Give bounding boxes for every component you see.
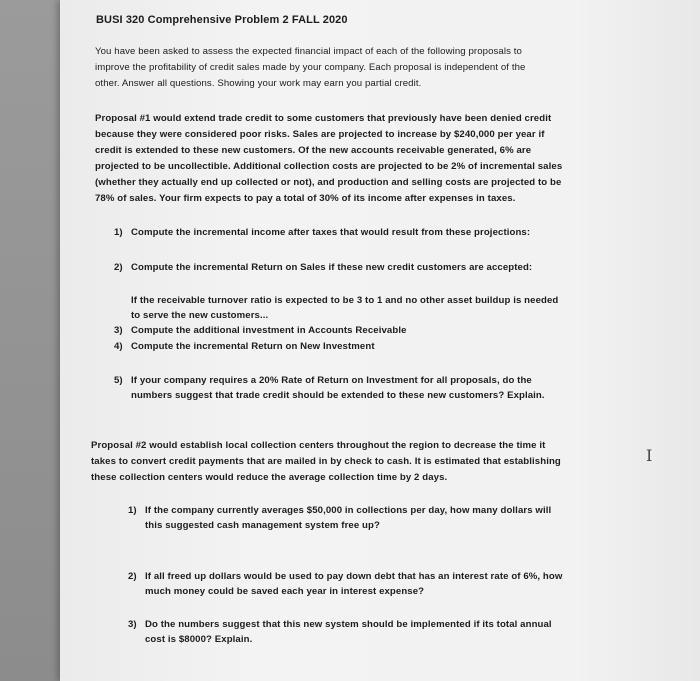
p2-q2-number: 2): [128, 571, 137, 582]
p1-q1-text: Compute the incremental income after taxes that would result from these projections:: [131, 227, 531, 238]
p1-q3-number: 3): [114, 325, 123, 336]
proposal1-line-5: (whether they actually end up collected or not), and production and selling costs are projected to be: [95, 177, 562, 188]
p1-q2-number: 2): [114, 262, 123, 273]
p2-q2-line-1: If all freed up dollars would be used to pay down debt that has an interest rate of 6%, how: [145, 571, 563, 582]
intro-line-3: other. Answer all questions. Showing your work may earn you partial credit.: [95, 78, 422, 89]
proposal2-line-2: takes to convert credit payments that are mailed in by check to cash. It is estimated that establishing: [91, 456, 561, 467]
p1-q1-number: 1): [114, 227, 123, 238]
proposal1-line-3: credit is extended to these new customers. Of the new accounts receivable generated, 6% are: [95, 145, 532, 156]
p1-q4-text: Compute the incremental Return on New Investment: [131, 341, 375, 352]
p1-note-line-2: to serve the new customers...: [131, 310, 269, 321]
p2-q1-line-1: If the company currently averages $50,000 in collections per day, how many dollars will: [145, 505, 552, 516]
p2-q2-line-2: much money could be saved each year in interest expense?: [145, 586, 425, 597]
proposal1-line-2: because they were considered poor risks. Sales are projected to increase by $240,000 per year if: [95, 129, 545, 140]
proposal1-line-4: projected to be uncollectible. Additional collection costs are projected to be 2% of incremental sales: [95, 161, 563, 172]
p2-q1-line-2: this suggested cash management system free up?: [145, 520, 380, 531]
p1-note-line-1: If the receivable turnover ratio is expected to be 3 to 1 and no other asset buildup is needed: [131, 295, 559, 306]
p1-q3-text: Compute the additional investment in Accounts Receivable: [131, 325, 407, 336]
intro-line-1: You have been asked to assess the expected financial impact of each of the following proposals to: [95, 46, 522, 57]
p1-q4-number: 4): [114, 341, 123, 352]
p1-q5-number: 5): [114, 375, 123, 386]
p2-q3-line-1: Do the numbers suggest that this new system should be implemented if its total annual: [145, 619, 552, 630]
text-cursor-icon: I: [646, 446, 653, 465]
proposal2-line-1: Proposal #2 would establish local collection centers throughout the region to decrease the time it: [91, 440, 546, 451]
proposal1-line-1: Proposal #1 would extend trade credit to some customers that previously have been denied credit: [95, 113, 552, 124]
page-title: BUSI 320 Comprehensive Problem 2 FALL 2020: [96, 14, 348, 26]
proposal1-line-6: 78% of sales. Your firm expects to pay a total of 30% of its income after expenses in taxes.: [95, 193, 516, 204]
proposal2-line-3: these collection centers would reduce the average collection time by 2 days.: [91, 472, 448, 483]
p2-q3-line-2: cost is $8000? Explain.: [145, 634, 253, 645]
p1-q5-line-2: numbers suggest that trade credit should be extended to these new customers? Explain.: [131, 390, 545, 401]
p2-q3-number: 3): [128, 619, 137, 630]
p2-q1-number: 1): [128, 505, 137, 516]
p1-q2-text: Compute the incremental Return on Sales if these new credit customers are accepted:: [131, 262, 533, 273]
intro-line-2: improve the profitability of credit sales made by your company. Each proposal is independent of the: [95, 62, 526, 73]
p1-q5-line-1: If your company requires a 20% Rate of Return on Investment for all proposals, do the: [131, 375, 532, 386]
